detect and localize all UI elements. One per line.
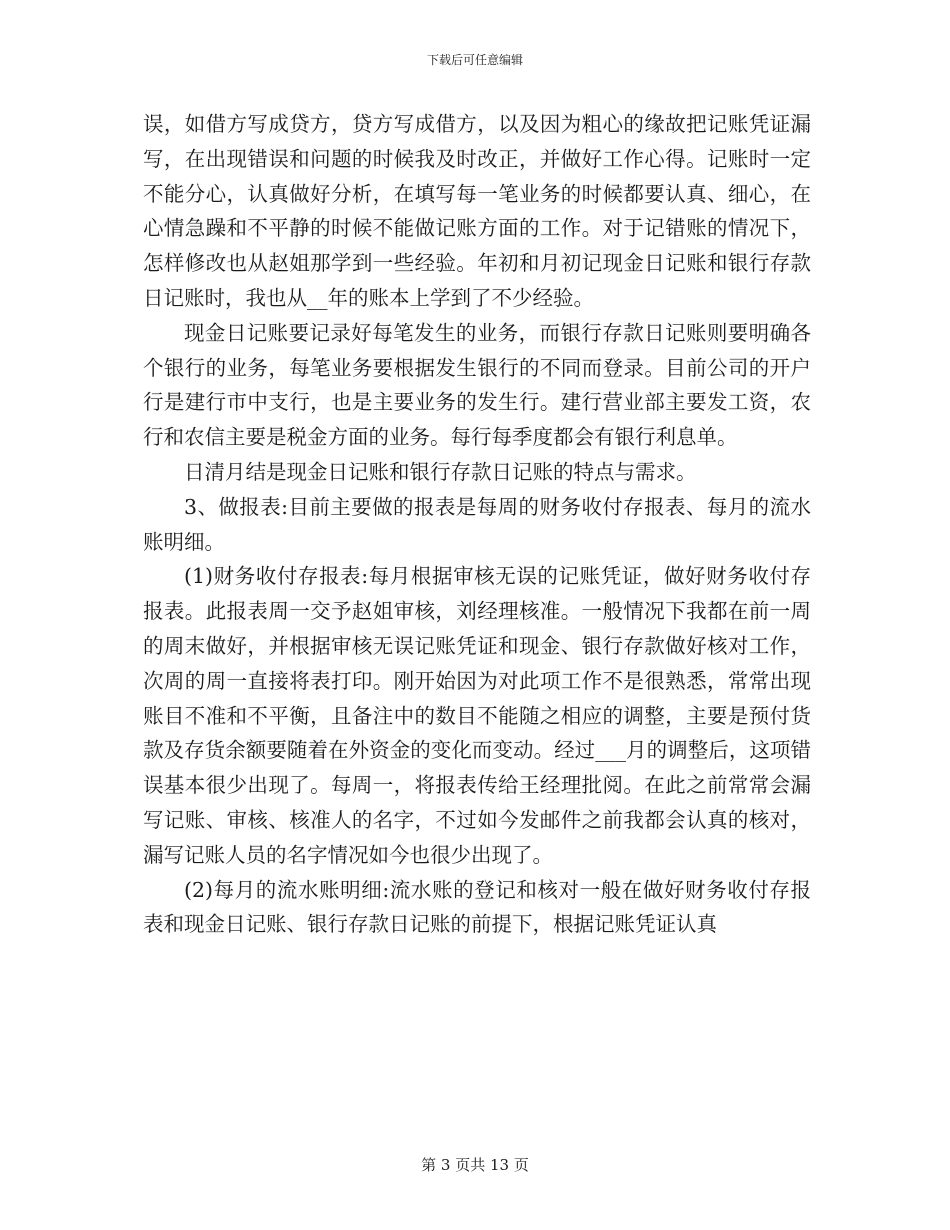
- document-body: [143, 107, 811, 942]
- paragraph-monthly-ledger: (2)每月的流水账明细:流水账的登记和核对一般在做好财务收付存报表和现金日记账、银行存款日记账的前提下，根据记账凭证认真: [143, 877, 811, 937]
- page-number: 第 3 页共 13 页: [421, 1156, 529, 1174]
- paragraph-cash-journal: 现金日记账要记录好每笔发生的业务，而银行存款日记账则要明确各个银行的业务，每笔业务要根据发生银行的不同而登录。目前公司的开户行是建行市中支行，也是主要业务的发生行。建行营业部主要发工资，农行和农信主要是税金方面的业务。每行每季度都会有银行利息单。: [143, 320, 811, 450]
- paragraph-daily-settlement: 日清月结是现金日记账和银行存款日记账的特点与需求。: [184, 459, 697, 484]
- paragraph-weekly-report: (1)财务收付存报表:每月根据审核无误的记账凭证，做好财务收付存报表。此报表周一交予赵姐审核，刘经理核准。一般情况下我都在前一周的周末做好，并根据审核无误记账凭证和现金、银行存款做好核对工作，次周的周一直接将表打印。刚开始因为对此项工作不是很熟悉，常常出现账目不准和不平衡，且备注中的数目不能随之相应的调整，主要是预付货款及存货余额要随着在外资金的变化而变动。经过___月的调整后，这项错误基本很少出现了。每周一，将报表传给王经理批阅。在此之前常常会漏写记账、审核、核准人的名字，不过如今发邮件之前我都会认真的核对，漏写记账人员的名字情况如今也很少出现了。: [143, 564, 811, 867]
- page-header-note: 下载后可任意编辑: [426, 53, 523, 67]
- paragraph-reports-heading: 3、做报表:目前主要做的报表是每周的财务收付存报表、每月的流水账明细。: [143, 494, 811, 554]
- paragraph-continuation: 误，如借方写成贷方，贷方写成借方，以及因为粗心的缘故把记账凭证漏写，在出现错误和问题的时候我及时改正，并做好工作心得。记账时一定不能分心，认真做好分析，在填写每一笔业务的时候都要认真、细心，在心情急躁和不平静的时候不能做记账方面的工作。对于记错账的情况下，怎样修改也从赵姐那学到一些经验。年初和月初记现金日记账和银行存款日记账时，我也从__年的账本上学到了不少经验。: [143, 112, 811, 310]
